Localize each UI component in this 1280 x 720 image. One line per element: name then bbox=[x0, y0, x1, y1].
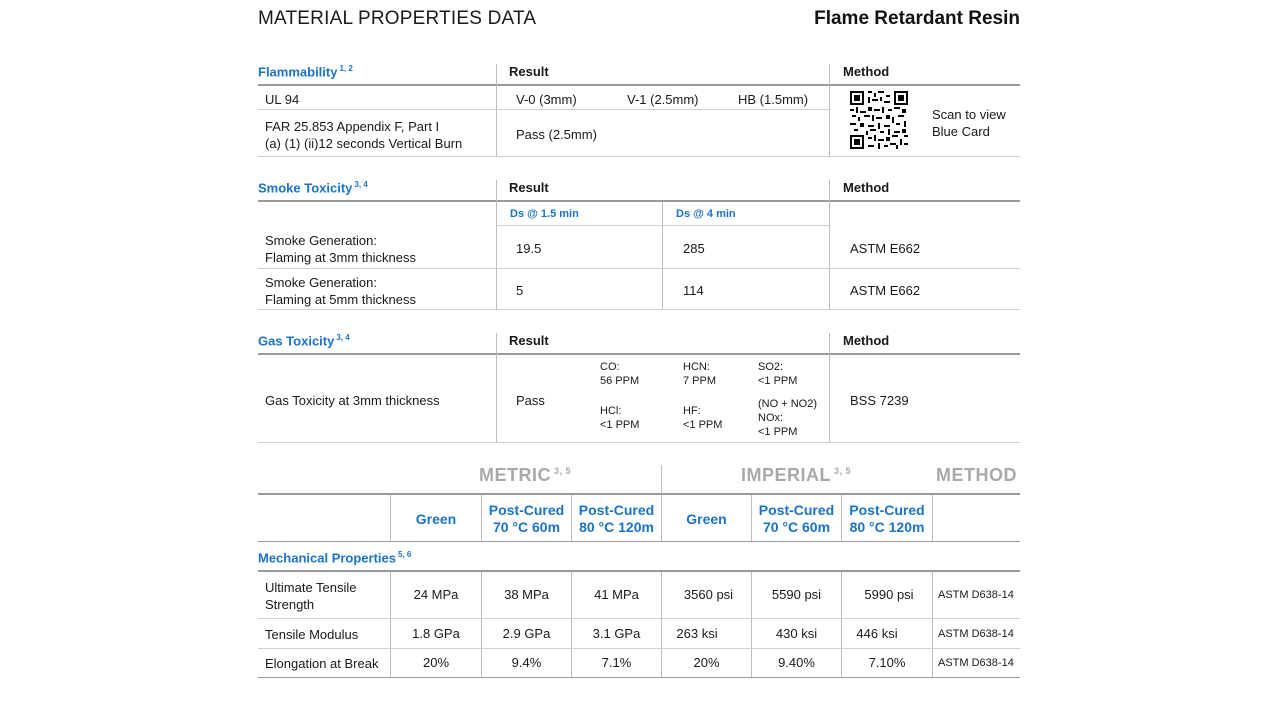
mech-value: 9.4% bbox=[511, 655, 542, 670]
gas-hcl-label: HCl: bbox=[600, 405, 622, 417]
divider bbox=[258, 570, 1020, 572]
mech-value: 7.1% bbox=[601, 655, 632, 670]
flammability-row-name-line1: FAR 25.853 Appendix F, Part I bbox=[265, 119, 440, 134]
flammability-row-name-line2: (a) (1) (ii)12 seconds Vertical Burn bbox=[265, 136, 463, 151]
mech-value: 5590 psi bbox=[771, 587, 822, 602]
flammability-sup: 1, 2 bbox=[339, 64, 353, 73]
divider bbox=[496, 64, 497, 157]
flammability-method-label: Method bbox=[843, 64, 890, 79]
col-imperial-green: Green bbox=[686, 511, 727, 527]
smoke-value: 114 bbox=[683, 283, 704, 298]
gas-nox-value: <1 PPM bbox=[758, 426, 798, 438]
divider bbox=[829, 180, 830, 310]
metric-heading bbox=[479, 465, 571, 486]
gas-method: BSS 7239 bbox=[850, 393, 909, 408]
divider bbox=[258, 200, 1020, 202]
flammability-result: V-0 (3mm) bbox=[516, 92, 577, 107]
divider bbox=[258, 109, 829, 110]
smoke-heading bbox=[258, 180, 368, 195]
col-label-line2: 70 °C 60m bbox=[762, 519, 831, 535]
mech-value: 20% bbox=[422, 655, 450, 670]
smoke-row-label-line1: Smoke Generation: bbox=[265, 233, 378, 248]
divider bbox=[258, 618, 1020, 619]
mech-method: ASTM D638-14 bbox=[938, 628, 1014, 640]
mech-value: 7.10% bbox=[868, 655, 906, 670]
mech-row-label-line2: Strength bbox=[265, 597, 315, 612]
divider bbox=[258, 84, 1020, 86]
divider bbox=[829, 333, 830, 443]
product-title: Flame Retardant Resin bbox=[814, 8, 1020, 29]
divider bbox=[662, 202, 663, 310]
divider bbox=[496, 225, 829, 226]
smoke-result-label: Result bbox=[509, 180, 549, 195]
flammability-heading-text: Flammability bbox=[258, 64, 338, 80]
mech-row-label-line1: Ultimate Tensile bbox=[265, 580, 357, 595]
gas-heading bbox=[258, 333, 350, 348]
mech-row-label-line1: Elongation at Break bbox=[265, 656, 379, 671]
gas-hcn-label: HCN: bbox=[683, 361, 710, 373]
flammability-result-label: Result bbox=[509, 64, 549, 79]
mech-value: 5990 psi bbox=[864, 587, 914, 602]
gas-result: Pass bbox=[516, 393, 545, 408]
gas-so2 bbox=[758, 360, 797, 388]
mechanical-sup: 5, 6 bbox=[398, 550, 412, 559]
gas-row-label: Gas Toxicity at 3mm thickness bbox=[265, 393, 440, 408]
gas-nox-label1: (NO + NO2) bbox=[758, 398, 817, 410]
gas-so2-value: <1 PPM bbox=[758, 375, 798, 387]
gas-nox bbox=[758, 397, 817, 439]
mech-value: 446 ksi bbox=[856, 626, 898, 641]
col-label-line1: Post-Cured bbox=[849, 502, 925, 518]
gas-co bbox=[600, 360, 639, 388]
flammability-heading bbox=[258, 64, 353, 79]
col-label-line2: 70 °C 60m bbox=[492, 519, 561, 535]
gas-co-value: 56 PPM bbox=[600, 375, 640, 387]
qr-code-icon[interactable] bbox=[850, 91, 908, 149]
smoke-row-label-line2: Flaming at 5mm thickness bbox=[265, 292, 416, 307]
gas-hf-value: <1 PPM bbox=[683, 419, 723, 431]
gas-hcn-value: 7 PPM bbox=[683, 375, 717, 387]
mech-value: 38 MPa bbox=[504, 587, 549, 602]
mechanical-heading-text: Mechanical Properties bbox=[258, 550, 396, 566]
gas-hcl bbox=[600, 404, 639, 432]
mech-method: ASTM D638-14 bbox=[938, 657, 1014, 669]
divider bbox=[496, 180, 497, 310]
col-metric-green: Green bbox=[415, 511, 457, 527]
col-label-line1: Post-Cured bbox=[758, 502, 835, 518]
mech-value: 41 MPa bbox=[594, 587, 639, 602]
col-label-line1: Post-Cured bbox=[488, 502, 565, 518]
mechanical-heading bbox=[258, 550, 411, 565]
mech-row-label-line1: Tensile Modulus bbox=[265, 627, 359, 642]
col-metric-pc70 bbox=[482, 502, 571, 536]
gas-nox-label2: NOx: bbox=[758, 412, 784, 424]
divider bbox=[258, 677, 1020, 678]
divider bbox=[661, 465, 662, 493]
divider bbox=[258, 268, 1020, 269]
gas-method-label: Method bbox=[843, 333, 890, 348]
smoke-value: 285 bbox=[683, 241, 705, 256]
smoke-subcol-2: Ds @ 4 min bbox=[676, 208, 736, 220]
divider bbox=[258, 493, 1020, 495]
gas-so2-label: SO2: bbox=[758, 361, 784, 373]
divider bbox=[932, 495, 933, 541]
gas-hf bbox=[683, 404, 722, 432]
smoke-value: 19.5 bbox=[516, 241, 542, 256]
col-imperial-pc80 bbox=[842, 502, 932, 536]
mech-value: 3560 psi bbox=[683, 587, 734, 602]
col-imperial-pc70 bbox=[752, 502, 841, 536]
mech-value: 9.40% bbox=[778, 655, 815, 670]
divider bbox=[258, 353, 1020, 355]
mech-value: 430 ksi bbox=[775, 626, 818, 641]
col-label-line2: 80 °C 120m bbox=[579, 519, 654, 535]
smoke-heading-text: Smoke Toxicity bbox=[258, 180, 353, 196]
col-label-line2: 80 °C 120m bbox=[849, 519, 925, 535]
smoke-row-label-line2: Flaming at 3mm thickness bbox=[265, 250, 416, 265]
col-label-line1: Post-Cured bbox=[578, 502, 655, 518]
smoke-value: 5 bbox=[516, 283, 524, 298]
smoke-subcol-1: Ds @ 1.5 min bbox=[510, 208, 579, 220]
smoke-method-label: Method bbox=[843, 180, 890, 195]
qr-caption-line1: Scan to view bbox=[932, 107, 1006, 122]
divider bbox=[258, 648, 1020, 649]
gas-hf-label: HF: bbox=[683, 405, 701, 417]
gas-hcn bbox=[683, 360, 716, 388]
mech-value: 20% bbox=[693, 655, 720, 670]
gas-sup: 3, 4 bbox=[336, 333, 350, 342]
smoke-row-label-line1: Smoke Generation: bbox=[265, 275, 378, 290]
mech-value: 1.8 GPa bbox=[412, 626, 460, 641]
divider bbox=[258, 156, 1020, 157]
divider bbox=[258, 442, 1020, 443]
mech-value: 2.9 GPa bbox=[502, 626, 551, 641]
flammability-result: Pass (2.5mm) bbox=[516, 127, 597, 142]
divider bbox=[829, 64, 830, 157]
metric-sup: 3, 5 bbox=[554, 466, 572, 476]
mech-method: ASTM D638-14 bbox=[938, 589, 1014, 601]
mech-value: 24 MPa bbox=[413, 587, 459, 602]
divider bbox=[258, 309, 1020, 310]
gas-result-label: Result bbox=[509, 333, 549, 348]
imperial-sup: 3, 5 bbox=[834, 466, 852, 476]
method-heading: METHOD bbox=[936, 465, 1017, 485]
mech-value: 3.1 GPa bbox=[592, 626, 641, 641]
flammability-result: V-1 (2.5mm) bbox=[627, 92, 699, 107]
imperial-heading bbox=[741, 465, 851, 486]
flammability-row-name: UL 94 bbox=[265, 92, 300, 107]
gas-hcl-value: <1 PPM bbox=[600, 419, 640, 431]
qr-caption-line2: Blue Card bbox=[932, 124, 990, 139]
smoke-method: ASTM E662 bbox=[850, 283, 921, 298]
metric-label: METRIC bbox=[479, 465, 551, 485]
divider bbox=[258, 541, 1020, 542]
imperial-label: IMPERIAL bbox=[741, 465, 832, 485]
smoke-method: ASTM E662 bbox=[850, 241, 921, 256]
divider bbox=[496, 333, 497, 443]
flammability-result: HB (1.5mm) bbox=[738, 92, 809, 107]
gas-heading-text: Gas Toxicity bbox=[258, 333, 335, 349]
gas-co-label: CO: bbox=[600, 361, 620, 373]
col-metric-pc80 bbox=[572, 502, 661, 536]
mech-value: 263 ksi bbox=[676, 626, 718, 641]
page-title: MATERIAL PROPERTIES DATA bbox=[258, 8, 537, 29]
smoke-sup: 3, 4 bbox=[354, 180, 368, 189]
